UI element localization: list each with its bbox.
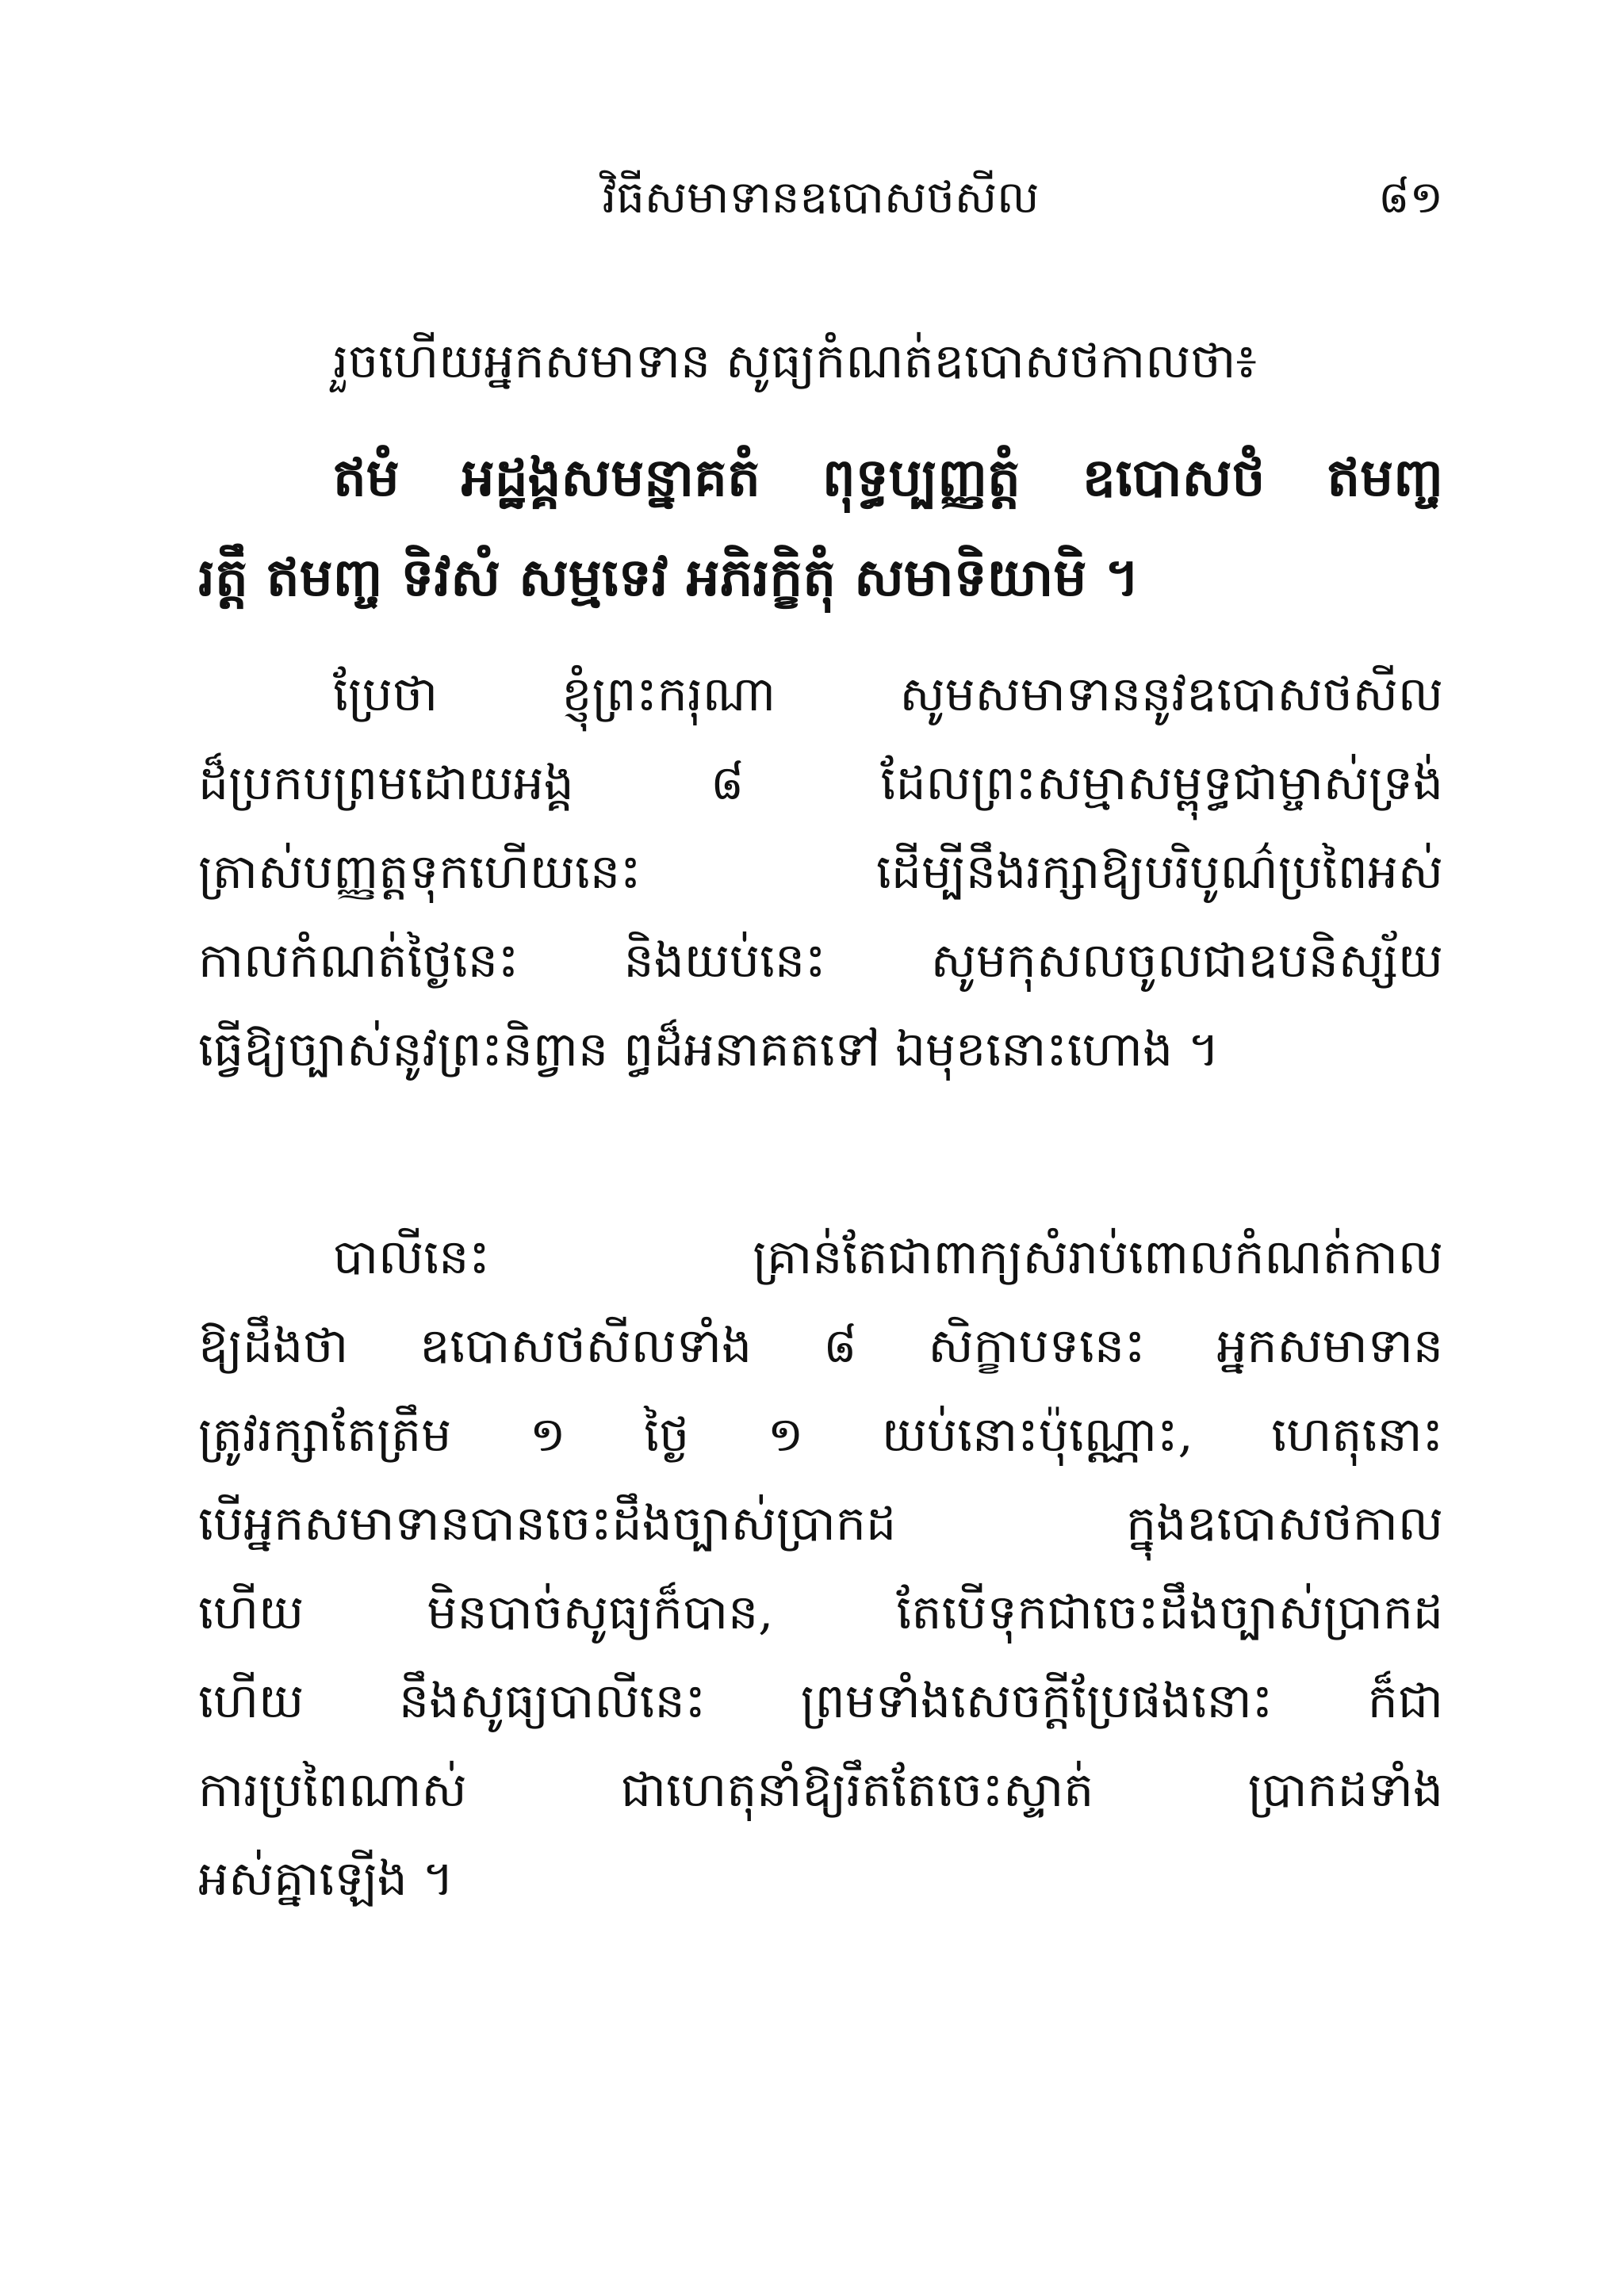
running-header — [198, 163, 1443, 234]
translation-paragraph — [198, 650, 1443, 1094]
text-line: ប្រែថា ខ្ញុំព្រះករុណា សូមសមាទាននូវឧបោសថសីល — [333, 667, 1443, 722]
intro-paragraph — [198, 317, 1443, 406]
pali-line: រត្តឹ ឥមញ្ច ទិវសំ សម្មទេវ អភិរក្ខិតុំ សមាទិយាមិ ។ — [198, 547, 1139, 608]
text-line: ត្រូវរក្សាតែត្រឹម ១ ថ្ងៃ ១ យប់នោះប៉ុណ្ណោះ, ហេតុនោះ — [198, 1407, 1443, 1463]
text-line: ហើយ មិនបាច់សូធ្យក៏បាន, តែបើទុកជាចេះដឹងច្បាស់ប្រាកដ — [198, 1585, 1443, 1640]
text-line: ធ្វើឱ្យច្បាស់នូវព្រះនិព្វាន ព្ធដ៏អនាគតទៅ ឯមុខនោះហោង ។ — [198, 1022, 1220, 1077]
text-line: ឱ្យដឹងថា ឧបោសថសីលទាំង ៨ សិក្ខាបទនេះ អ្នកសមាទាន — [198, 1318, 1443, 1374]
page-number: ៨១ — [1377, 172, 1443, 224]
text-line: ការប្រពៃណាស់ ជាហេតុនាំឱ្យរឹតតែចេះស្ទាត់ ប្រាកដទាំង — [198, 1762, 1443, 1818]
pali-formula — [198, 428, 1443, 628]
text-line: កាលកំណត់ថ្ងៃនេះ និងយប់នេះ សូមកុសលចូលជាឧបនិស្ស័យ — [198, 933, 1443, 989]
text-line: ដ៏ប្រកបព្រមដោយអង្គ ៨ ដែលព្រះសម្មាសម្ពុទ្ធជាម្ចាស់ទ្រង់ — [198, 756, 1443, 811]
running-title: វិធីសមាទានឧបោសថសីល — [602, 172, 1040, 224]
text-line: បើអ្នកសមាទានបានចេះដឹងច្បាស់ប្រាកដ ក្នុងឧបោសថកាល — [198, 1496, 1443, 1552]
explanation-paragraph — [198, 1213, 1443, 1923]
text-line: បាលីនេះ គ្រាន់តែជាពាក្យសំរាប់ពោលកំណត់កាល — [333, 1230, 1443, 1285]
intro-line: រួចហើយអ្នកសមាទាន សូធ្យកំណត់ឧបោសថកាលថា៖ — [333, 334, 1257, 389]
pali-line: ឥមំ អដ្ឋង្គសមន្នាគតំ ពុទ្ធប្បញ្ញត្តំ ឧបោសថំ ឥមញ្ច — [333, 447, 1443, 508]
text-line: ហើយ នឹងសូធ្យបាលីនេះ ព្រមទាំងសេចក្តីប្រែផងនោះ ក៏ជា — [198, 1674, 1443, 1729]
text-line: ត្រាស់បញ្ញត្តទុកហើយនេះ ដើម្បីនឹងរក្សាឱ្យបរិបូណ៌ប្រពៃអស់ — [198, 844, 1443, 900]
text-line: អស់គ្នាឡើង ។ — [198, 1851, 454, 1907]
